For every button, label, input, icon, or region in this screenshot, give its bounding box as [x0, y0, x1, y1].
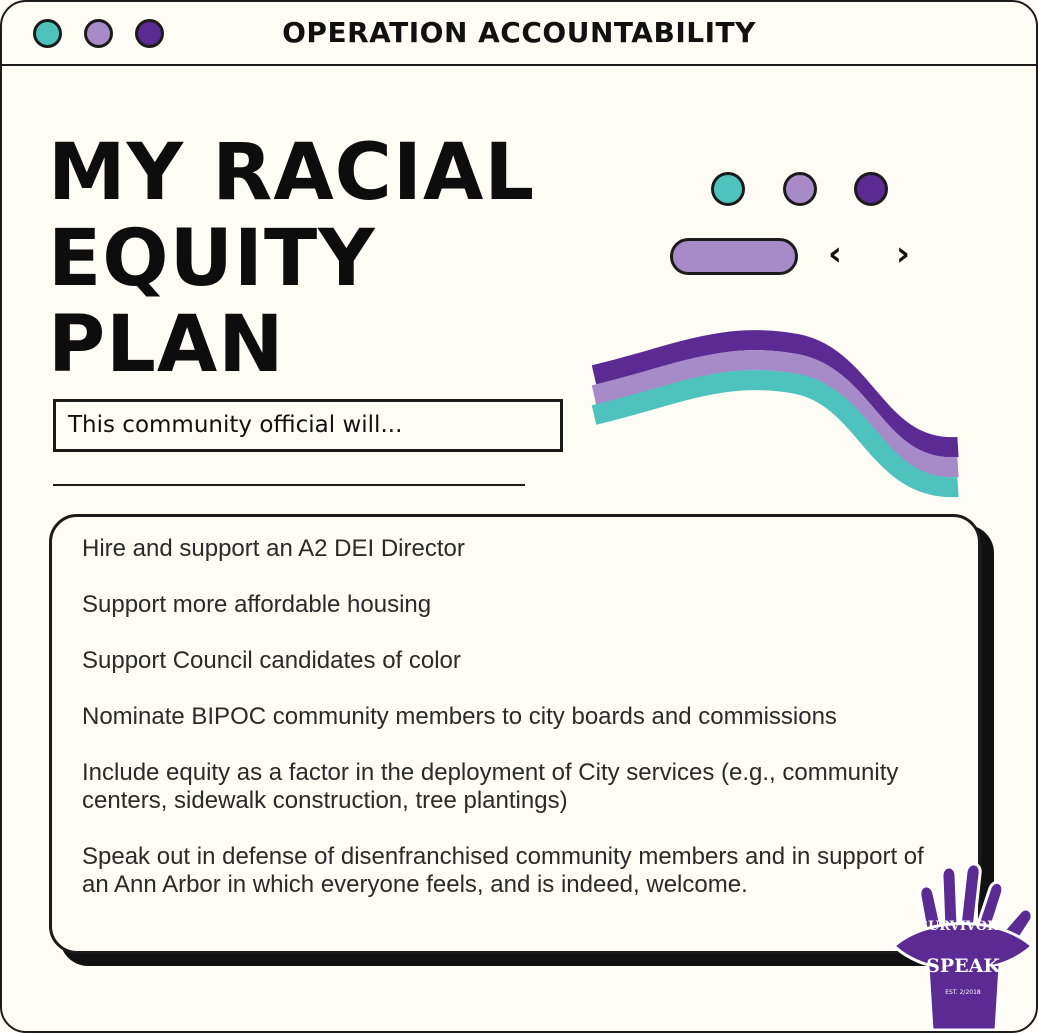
deco-dot-teal	[711, 172, 745, 206]
subtitle-box: This community official will...	[53, 399, 563, 452]
wave-stripes-icon	[592, 322, 972, 512]
headline-line-1: MY RACIAL	[48, 128, 536, 218]
logo-text-survivors: SURVIVORS	[918, 919, 1008, 934]
plan-item: Support more affordable housing	[82, 591, 432, 618]
deco-search-pill	[670, 238, 798, 275]
headline-line-2: EQUITY	[48, 214, 376, 304]
plan-item: Hire and support an A2 DEI Director	[82, 535, 465, 562]
logo-text-speak: SPEAK	[926, 955, 1000, 977]
headline-line-3: PLAN	[48, 300, 285, 390]
survivors-speak-logo	[888, 858, 1038, 1033]
plan-item: Include equity as a factor in the deployment of City services (e.g., community centers, sidewalk construction, tree plantings)	[82, 759, 899, 814]
window-dot-teal	[33, 19, 62, 48]
chevron-right-icon: ›	[896, 234, 911, 274]
window-dot-purple	[135, 19, 164, 48]
headline	[48, 130, 535, 388]
logo-text-est: EST. 2/2018	[945, 989, 981, 996]
plan-item: Speak out in defense of disenfranchised community members and in support of an Ann Arbor in which everyone feels, and is indeed, welcome.	[82, 843, 924, 898]
plan-item: Support Council candidates of color	[82, 647, 461, 674]
chevron-left-icon: ‹	[828, 234, 843, 274]
plan-item: Nominate BIPOC community members to city boards and commissions	[82, 703, 837, 730]
deco-dot-lavender	[783, 172, 817, 206]
window-dot-lavender	[84, 19, 113, 48]
window-titlebar	[2, 2, 1036, 66]
window-title: OPERATION ACCOUNTABILITY	[282, 16, 756, 49]
plan-list-card	[49, 514, 981, 954]
deco-dot-purple	[854, 172, 888, 206]
divider-line	[53, 484, 525, 486]
